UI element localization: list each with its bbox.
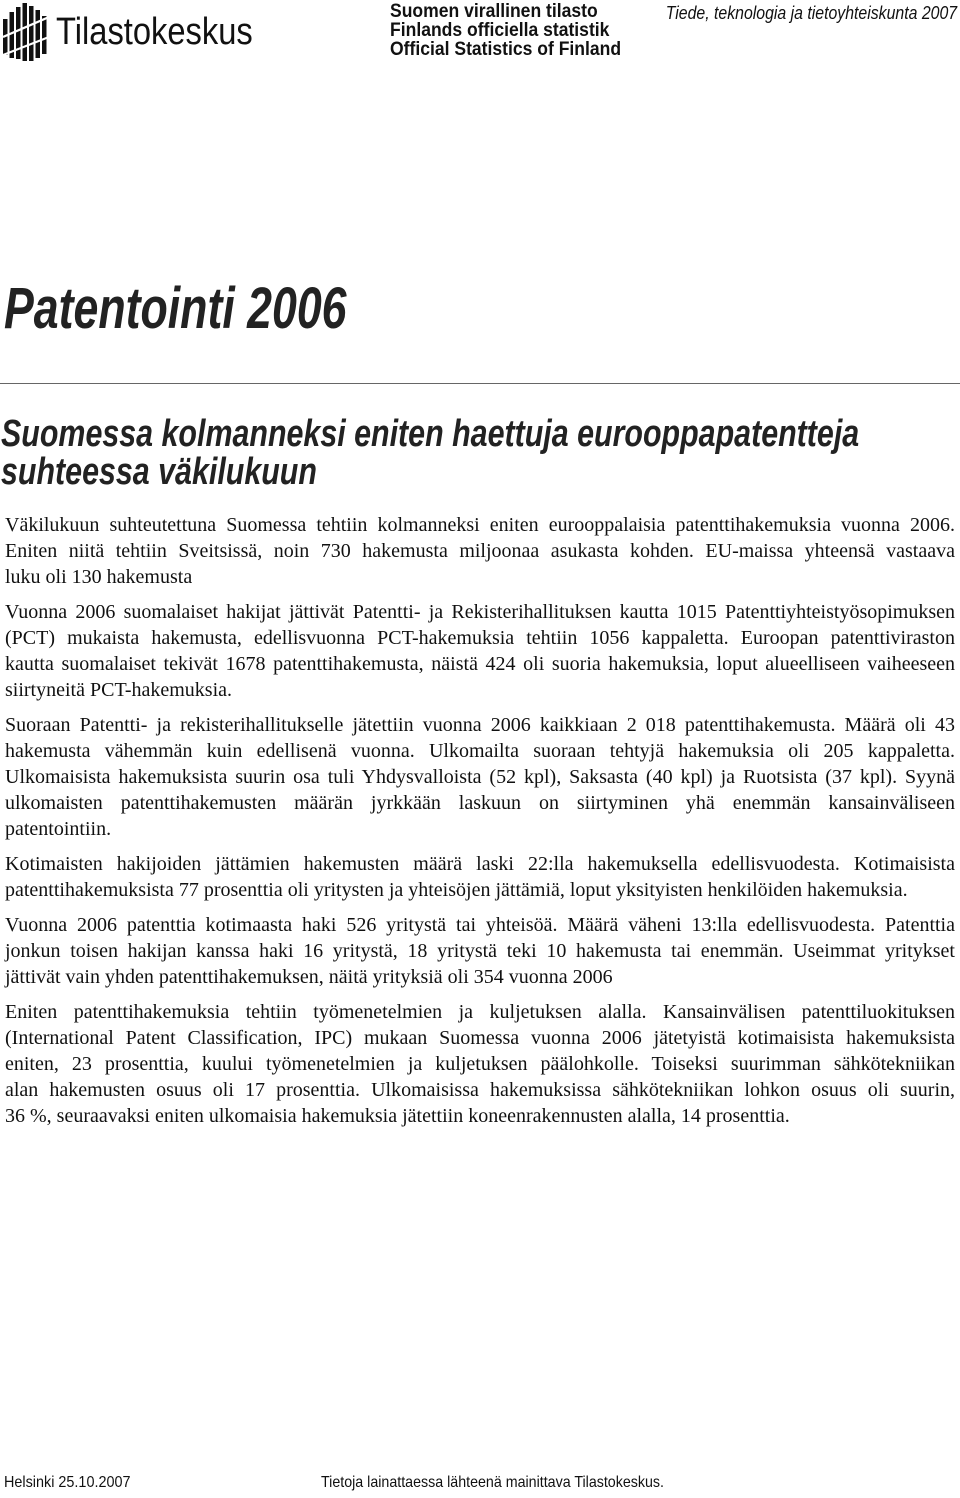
release-place-date: Helsinki 25.10.2007	[4, 1474, 131, 1491]
release-body	[5, 512, 955, 1138]
paragraph	[5, 851, 955, 903]
official-statistics-line: Finlands officiella statistik	[390, 19, 610, 41]
paragraph	[5, 599, 955, 703]
paragraph-line: Ulkomaisista hakemuksista suurin osa tuli Yhdysvalloista (52 kpl), Saksasta (40 kpl) ja Ruotsista (37 kpl). Syynä	[5, 766, 955, 788]
paragraph	[5, 712, 955, 842]
official-statistics-line: Official Statistics of Finland	[390, 38, 622, 60]
page-title: Patentointi 2006	[4, 276, 347, 341]
release-headline: Suomessa kolmanneksi eniten haettuja eurooppapatentteja suhteessa väkilukuun	[1, 413, 860, 493]
paragraph-line: Vuonna 2006 patenttia kotimaasta haki 526 yritystä tai yhteisöä. Määrä väheni 13:lla edellisvuodesta. Patenttia	[5, 914, 955, 936]
paragraph-line: (International Patent Classification, IPC) mukaan Suomessa vuonna 2006 jätetyistä kotimaisista hakemuksista	[5, 1027, 955, 1049]
paragraph-line: Kotimaisten hakijoiden jättämien hakemusten määrä laski 22:lla hakemuksella edellisvuodesta. Kotimaisista	[5, 853, 955, 875]
paragraph-line: 36 %, seuraavaksi eniten ulkomaisia hakemuksia jätettiin koneenrakennusten alalla, 14 prosenttia.	[5, 1105, 790, 1127]
paragraph-line: eniten, 23 prosenttia, kuului työmenetelmien ja kuljetuksen päälohkolle. Toiseksi suurimman sähkötekniikan	[5, 1053, 955, 1075]
paragraph-line: ulkomaisten patenttihakemusten määrän jyrkkään laskuun on siirtyminen yhä enemmän kansainväliseen	[5, 792, 955, 814]
publication-series: Tiede, teknologia ja tietoyhteiskunta 2007	[665, 3, 957, 23]
official-statistics-label	[390, 2, 621, 59]
paragraph	[5, 999, 955, 1129]
paragraph-line: Suoraan Patentti- ja rekisterihallitukselle jätettiin vuonna 2006 kaikkiaan 2 018 patenttihakemusta. Määrä oli 43	[5, 714, 955, 736]
paragraph	[5, 912, 955, 990]
logo-wordmark: Tilastokeskus	[56, 11, 253, 53]
paragraph-line: Eniten niitä tehtiin Sveitsissä, noin 730 hakemusta miljoonaa asukasta kohden. EU-maissa yhteensä vastaava	[5, 540, 955, 562]
official-statistics-line: Suomen virallinen tilasto	[390, 0, 598, 22]
paragraph-line: Väkilukuun suhteutettuna Suomessa tehtiin kolmanneksi eniten eurooppalaisia patenttihakemuksia vuonna 2006.	[5, 514, 955, 536]
tilastokeskus-logo-icon	[3, 3, 49, 61]
paragraph-line: jonkun toisen hakijan kanssa haki 16 yritystä, 18 yritystä teki 10 hakemusta tai enemmän. Useimmat yritykset	[5, 940, 955, 962]
lead-paragraph	[5, 512, 955, 590]
paragraph-line: jättivät vain yhden patenttihakemuksen, näitä yrityksiä oli 354 vuonna 2006	[5, 966, 613, 988]
paragraph-line: siirtyneitä PCT-hakemuksia.	[5, 679, 233, 701]
paragraph-line: hakemusta vähemmän kuin edellisenä vuonna. Ulkomailta suoraan tehtyjä hakemuksia oli 205 kappaletta.	[5, 740, 955, 762]
paragraph-line: (PCT) mukaista hakemusta, edellisvuonna PCT-hakemuksia tehtiin 1056 kappaletta. Euroopan patenttiviraston	[5, 627, 955, 649]
paragraph-line: patenttihakemuksista 77 prosenttia oli yritysten ja yhteisöjen jättämiä, loput yksityisten henkilöiden hakemuksia.	[5, 879, 908, 901]
paragraph-line: patentointiin.	[5, 818, 112, 840]
citation-note: Tietoja lainattaessa lähteenä mainittava Tilastokeskus.	[321, 1474, 665, 1491]
paragraph-line: alan hakemusten osuus oli 17 prosenttia. Ulkomaisissa hakemuksissa sähkötekniikan lohkon osuus oli suurin,	[5, 1079, 955, 1101]
paragraph-line: kautta suomalaiset tekivät 1678 patenttihakemusta, näistä 424 oli suoria hakemuksia, loput alueelliseen vaiheeseen	[5, 653, 955, 675]
paragraph-line: Vuonna 2006 suomalaiset hakijat jättivät Patentti- ja Rekisterihallituksen kautta 1015 Patenttiyhteistyösopimuksen	[5, 601, 955, 623]
paragraph-line: luku oli 130 hakemusta	[5, 566, 193, 588]
title-divider	[0, 383, 960, 384]
paragraph-line: Eniten patenttihakemuksia tehtiin työmenetelmien ja kuljetuksen alalla. Kansainvälisen patenttiluokituksen	[5, 1001, 955, 1023]
